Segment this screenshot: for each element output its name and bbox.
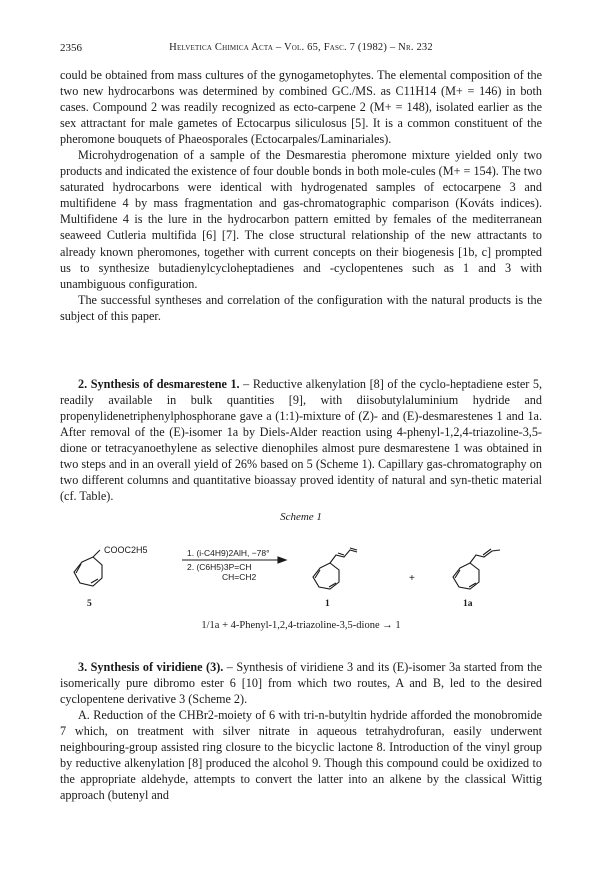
section-2-body: – Reductive alkenylation [8] of the cyclo-heptadiene ester 5, readily available in bulk quantities [9], with diisobutylaluminium hydride and propenylidenetriphenylphosphorane gave a (1:1)-mixture of (Z)- and (E)-desmarestenes 1 and 1a. After removal of the (E)-isomer 1a by Diels-Alder reaction using 4-phenyl-1,2,4-triazoline-3,5-dione or tetracyanoethylene as selective dienophiles almost pure desmarestene 1 was obtained in two steps and in an overall yield of 26% based on 5 (Scheme 1). Capillary gas-chromatography on two different columns and quantitative bioassay proved identity of natural and syn-thetic material (cf. Table). xyxy=(60,377,542,504)
reagent-step-2b: CH=CH2 xyxy=(222,572,257,582)
section-3-heading: 3. Synthesis of viridiene (3). xyxy=(78,660,224,674)
product-1-ring xyxy=(313,563,339,589)
label-1a: 1a xyxy=(463,599,473,609)
section-3-route-a: A. Reduction of the CHBr2-moiety of 6 with tri-n-butyltin hydride afforded the monobromide 7 which, on treatment with silver nitrate in aqueous tetrahydrofuran, easily underwent neighbouring-group assisted ring closure to the bicyclic lactone 8. Introduction of the vinyl group by reductive alkenylation [8] produced the alcohol 9. Though this compound could be oxidized to the appropriate aldehyde, attempts to convert the latter into an alkene by the classical Wittig approach (butenyl and xyxy=(60,708,542,803)
label-5: 5 xyxy=(87,599,92,609)
scheme-caption: 1/1a + 4-Phenyl-1,2,4-triazoline-3,5-dione → 1 xyxy=(201,620,401,631)
page-number: 2356 xyxy=(60,42,82,54)
product-1a-ring xyxy=(453,563,479,589)
running-header xyxy=(60,42,542,58)
reactant-ring xyxy=(74,557,102,586)
section-3-body: – Synthesis of viridiene 3 and its (E)-isomer 3a started from the isomerically pure dibromo ester 6 [10] from which two routes, A and B, led to the desired cyclopentene derivative 3 (Scheme 2). xyxy=(60,660,543,707)
paragraph-1: could be obtained from mass cultures of the gynogametophytes. The elemental composition of the two new hydrocarbons was determined by combined GC./MS. as C11H14 (M+ = 146) in both cases. Compound 2 was readily recognized as ecto-carpene 2 (M+ = 148), isolated earlier as the sex attractant for male gametes of Ectocarpus siliculosus [5]. It is a common constituent of the pheromone bouquets of Phaeosporales (Ectocarpales/Laminariales). xyxy=(60,68,542,147)
section-3 xyxy=(60,659,542,803)
reagent-step-2: 2. (C6H5)3P=CH xyxy=(187,562,252,572)
paragraph-2: Microhydrogenation of a sample of the Desmarestia pheromone mixture yielded only two products and indicated the existence of four double bonds in both mole-cules (M+ = 154). The two saturated hydrocarbons were identical with hydrogenated samples of ectocarpene 3 and multifidene 4 by mass fragmentation and gas-chromatographic comparison (Kováts indices). Multifidene 4 is the lure in the hydrocarbon pattern emitted by females of the mediterranean seaweed Cutleria multifida [6] [7]. The close structural relationship of the new attractants to already known pheromones, together with current concepts on their biogenesis [1b, c] prompted us to synthesize butadienylcycloheptadienes and -cyclopentenes such as 1 and 3 with unambiguous configuration. xyxy=(60,148,542,291)
intro-text xyxy=(60,67,542,324)
plus-sign: + xyxy=(409,573,415,584)
section-2 xyxy=(60,376,542,504)
substituent-label: COOC2H5 xyxy=(104,545,148,555)
scheme-title: Scheme 1 xyxy=(280,511,322,523)
scheme-1-diagram xyxy=(60,526,542,618)
paragraph-3: The successful syntheses and correlation of the configuration with the natural products is the subject of this paper. xyxy=(60,292,542,323)
reagent-step-1: 1. (i-C4H9)2AlH, −78° xyxy=(187,548,270,558)
journal-citation: Helvetica Chimica Acta – Vol. 65, Fasc. 7 (1982) – Nr. 232 xyxy=(169,42,433,53)
section-2-heading: 2. Synthesis of desmarestene 1. xyxy=(78,377,240,391)
label-1: 1 xyxy=(325,599,330,609)
